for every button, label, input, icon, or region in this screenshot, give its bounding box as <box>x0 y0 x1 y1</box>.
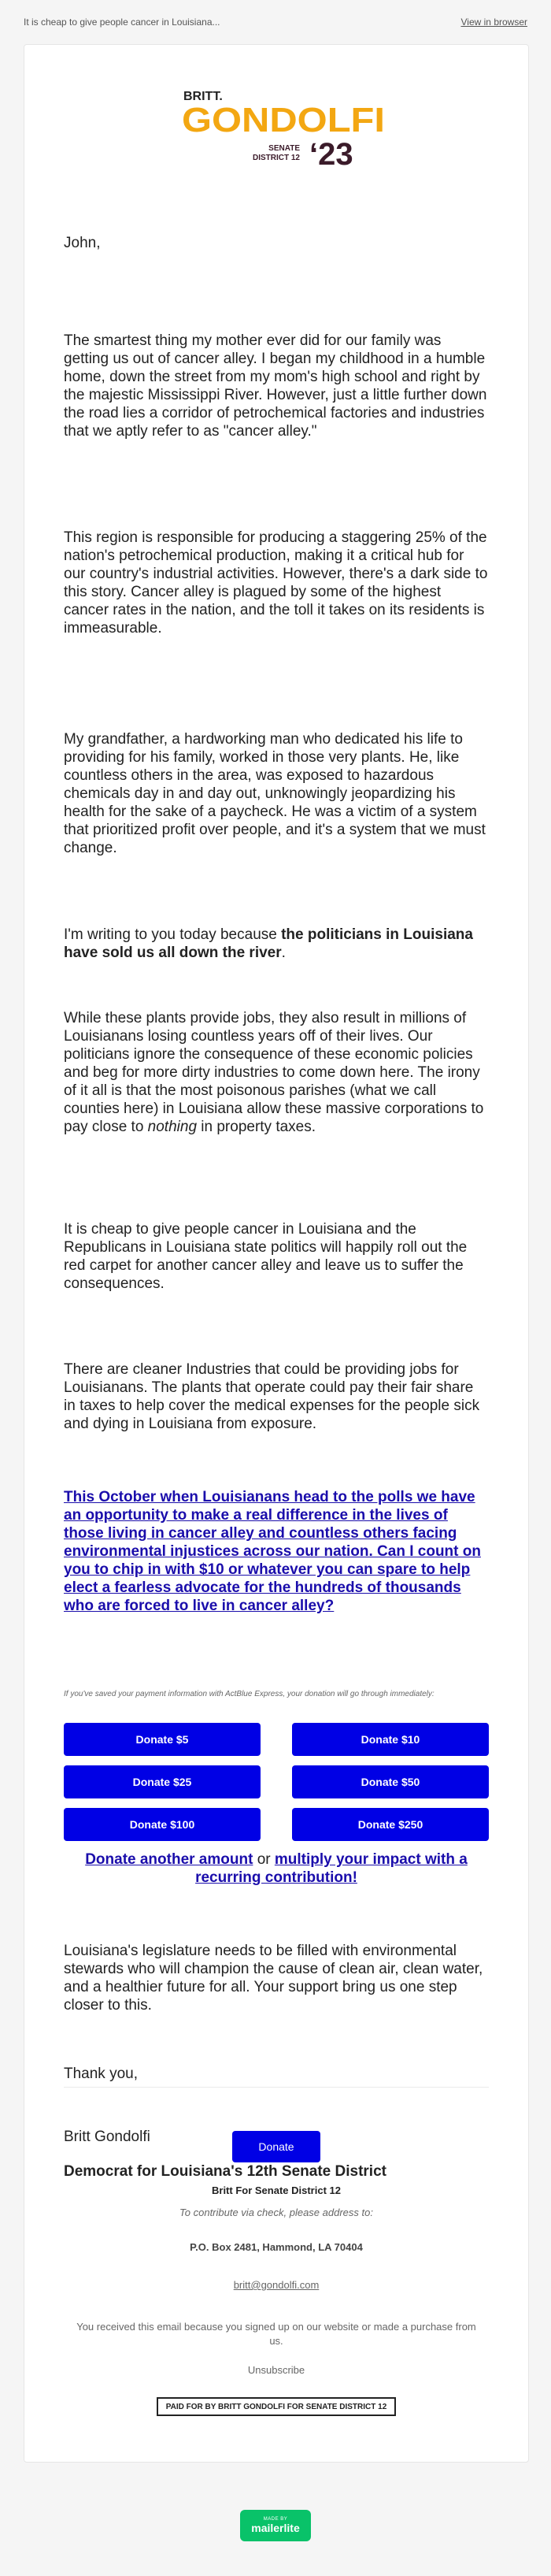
donate-100-button[interactable]: Donate $100 <box>64 1808 261 1841</box>
footer-org-name: Britt For Senate District 12 <box>212 2184 341 2196</box>
preheader-bar <box>0 0 551 44</box>
donate-5-button[interactable]: Donate $5 <box>64 1723 261 1756</box>
donate-another-amount-link[interactable]: Donate another amount <box>85 1851 253 1868</box>
logo-last-name: GONDOLFI <box>182 101 385 139</box>
paragraph-region: This region is responsible for producing a staggering 25% of the nation's petrochemical production, making it a critical hub for our country's industrial activities. However, there's a dark side to this story. Cancer alley is plagued by some of the highest cancer rates in the nation, and the toll it takes on its residents is immeasurable. <box>64 529 488 637</box>
paragraph-writing <box>64 926 489 962</box>
paragraph-plants <box>64 1009 489 1136</box>
signer-name: Britt Gondolfi <box>64 2129 150 2145</box>
logo-first-name: BRITT. <box>183 90 223 103</box>
mailerlite-badge[interactable] <box>240 2510 311 2541</box>
salutation: John, <box>64 235 101 251</box>
campaign-logo <box>182 89 386 168</box>
plants-end: in property taxes. <box>197 1119 316 1135</box>
footer-email-line <box>24 2279 528 2291</box>
donate-250-button[interactable]: Donate $250 <box>292 1808 489 1841</box>
email-card <box>24 44 529 2463</box>
logo-year: ‘23 <box>309 137 353 168</box>
plants-emphasis: nothing <box>147 1119 198 1135</box>
unsubscribe-link[interactable]: Unsubscribe <box>247 2364 305 2376</box>
footer-address: P.O. Box 2481, Hammond, LA 70404 <box>190 2241 363 2253</box>
other-amount-line <box>64 1850 489 1887</box>
ask-paragraph <box>64 1488 489 1615</box>
badge-brand-text: mailerlite <box>251 2522 300 2534</box>
paragraph-cheap-cancer: It is cheap to give people cancer in Louisiana and the Republicans in Louisiana state politics will happily roll out the red carpet for another cancer alley and leave us to suffer the consequences. <box>64 1221 468 1292</box>
writing-bold: the politicians in Louisiana have sold us all down the river <box>64 926 473 961</box>
footer-check-note: To contribute via check, please address to: <box>179 2207 373 2218</box>
paragraph-legislature: Louisiana's legislature needs to be filled with environmental stewards who will champion the cause of clean air, clean water, and a healthier future for all. Your support bring us one step closer to this. <box>64 1943 483 2014</box>
recurring-contribution-link[interactable]: multiply your impact with a recurring contribution! <box>195 1851 468 1886</box>
footer-divider <box>64 2087 489 2088</box>
badge-small-text: MADE BY <box>263 2517 288 2522</box>
donate-10-button[interactable]: Donate $10 <box>292 1723 489 1756</box>
donate-50-button[interactable]: Donate $50 <box>292 1765 489 1798</box>
paragraph-grandfather: My grandfather, a hardworking man who dedicated his life to providing for his family, worked in those very plants. He, like countless others in the area, was exposed to hazardous chemicals day in and day out, unknowingly jeopardizing his health for the sake of a paycheck. He was a victim of a system that prioritized profit over people, and it's a system that we must change. <box>64 731 486 856</box>
logo-office-line2: DISTRICT 12 <box>252 154 300 162</box>
logo-office-line1: SENATE <box>268 144 300 153</box>
footer-donate-button[interactable]: Donate <box>232 2131 320 2162</box>
actblue-express-note: If you've saved your payment information with ActBlue Express, your donation will go through immediately: <box>64 1690 435 1698</box>
paid-for-disclaimer: PAID FOR BY BRITT GONDOLFI FOR SENATE DISTRICT 12 <box>157 2397 396 2416</box>
donation-ask-link[interactable]: This October when Louisianans head to the polls we have an opportunity to make a real difference in the lives of those living in cancer alley and countless others facing environmental injustices across our nation. Can I count on you to chip in with $10 or whatever you can spare to help elect a fearless advocate for the hundreds of thousands who are forced to live in cancer alley? <box>64 1489 481 1614</box>
view-in-browser-link[interactable]: View in browser <box>460 17 527 28</box>
donate-25-button[interactable]: Donate $25 <box>64 1765 261 1798</box>
sign-off: Thank you, <box>64 2066 138 2082</box>
paragraph-childhood: The smartest thing my mother ever did for our family was getting us out of cancer alley. I began my childhood in a humble home, down the street from my mom's high school and right by the majestic Mississippi River. However, just a little further down the road lies a corridor of petrochemical factories and industries that we aptly refer to as "cancer alley." <box>64 332 487 440</box>
or-text: or <box>253 1851 275 1868</box>
plants-text: While these plants provide jobs, they also result in millions of Louisianans losing countless years off of their lives. Our politicians ignore the consequence of these economic policies and beg for more dirty industries to come down here. The irony of it all is that the most poisonous parishes (what we call counties here) in Louisiana allow these massive corporations to pay close to <box>64 1010 484 1135</box>
footer-reason: You received this email because you signed up on our website or made a purchase from us. <box>76 2321 476 2347</box>
writing-intro: I'm writing to you today because <box>64 926 282 943</box>
preheader-text: It is cheap to give people cancer in Louisiana... <box>24 17 220 28</box>
signer-title: Democrat for Louisiana's 12th Senate District <box>64 2163 386 2180</box>
paragraph-cleaner-industries: There are cleaner Industries that could be providing jobs for Louisianans. The plants that operate could pay their fair share in taxes to help cover the medical expenses for the people sick and dying in Louisiana from exposure. <box>64 1361 480 1432</box>
footer-email-link[interactable]: britt@gondolfi.com <box>233 2279 320 2291</box>
writing-end: . <box>281 945 286 961</box>
